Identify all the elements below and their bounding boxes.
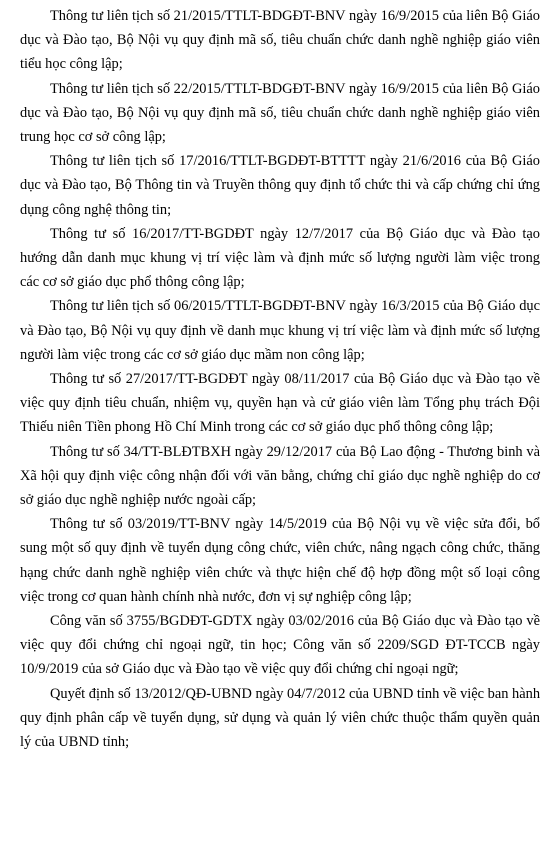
paragraph-decision-13-2012: Quyết định số 13/2012/QĐ-UBND ngày 04/7/2012 của UBND tỉnh về việc ban hành quy định phân cấp về tuyển dụng, sử dụng và quản lý viên chức thuộc thẩm quyền quản lý của UBND tỉnh; — [20, 685, 541, 751]
paragraph-circular-17-2016: Thông tư liên tịch số 17/2016/TTLT-BGDĐT-BTTTT ngày 21/6/2016 của Bộ Giáo dục và Đào tạo, Bộ Thông tin và Truyền thông quy định tổ chức thi và cấp chứng chỉ ứng dụng công nghệ thông tin; — [20, 153, 540, 218]
paragraph-circular-03-2019: Thông tư số 03/2019/TT-BNV ngày 14/5/2019 của Bộ Nội vụ về việc sửa đổi, bổ sung một số quy định về tuyển dụng công chức, viên chức, nâng ngạch công chức, thăng hạng chức danh nghề nghiệp viên chức và thực hiện chế độ hợp đồng một số loại công việc trong cơ quan hành chính nhà nước, đơn vị sự nghiệp công lập; — [20, 516, 540, 605]
paragraph-circular-22-2015: Thông tư liên tịch số 22/2015/TTLT-BDGĐT-BNV ngày 16/9/2015 của liên Bộ Giáo dục và Đào tạo, Bộ Nội vụ quy định mã số, tiêu chuẩn chức danh nghề nghiệp giáo viên trung học cơ sở công lập; — [20, 80, 540, 146]
paragraph-official-letter-3755: Công văn số 3755/BGDĐT-GDTX ngày 03/02/2016 của Bộ Giáo dục và Đào tạo về việc quy đổi chứng chỉ ngoại ngữ, tin học; Công văn số 2209/SGD ĐT-TCCB ngày 10/9/2019 của sở Giáo dục và Đào tạo về việc quy đổi chứng chỉ ngoại ngữ; — [20, 613, 540, 678]
paragraph-circular-27-2017: Thông tư số 27/2017/TT-BGDĐT ngày 08/11/2017 của Bộ Giáo dục và Đào tạo về việc quy định tiêu chuẩn, nhiệm vụ, quyền hạn và cử giáo viên làm Tổng phụ trách Đội Thiếu niên Tiền phong Hồ Chí Minh trong các cơ sở giáo dục phổ thông công lập; — [20, 371, 540, 436]
paragraph-circular-21-2015: Thông tư liên tịch số 21/2015/TTLT-BDGĐT-BNV ngày 16/9/2015 của liên Bộ Giáo dục và Đào tạo, Bộ Nội vụ quy định mã số, tiêu chuẩn chức danh nghề nghiệp giáo viên tiểu học công lập; — [20, 8, 540, 73]
paragraph-circular-06-2015: Thông tư liên tịch số 06/2015/TTLT-BGDĐT-BNV ngày 16/3/2015 của Bộ Giáo dục và Đào tạo, Bộ Nội vụ quy định về danh mục khung vị trí việc làm và định mức số lượng người làm việc trong các cơ sở giáo dục mầm non công lập; — [20, 298, 540, 363]
paragraph-circular-16-2017: Thông tư số 16/2017/TT-BGDĐT ngày 12/7/2017 của Bộ Giáo dục và Đào tạo hướng dẫn danh mục khung vị trí việc làm và định mức số lượng người làm việc trong các cơ sở giáo dục phổ thông công lập; — [20, 225, 540, 291]
paragraph-circular-34: Thông tư số 34/TT-BLĐTBXH ngày 29/12/2017 của Bộ Lao động - Thương binh và Xã hội quy định việc công nhận đối với văn bằng, chứng chỉ giáo dục nghề nghiệp do cơ sở giáo dục nghề nghiệp nước ngoài cấp; — [20, 443, 540, 509]
